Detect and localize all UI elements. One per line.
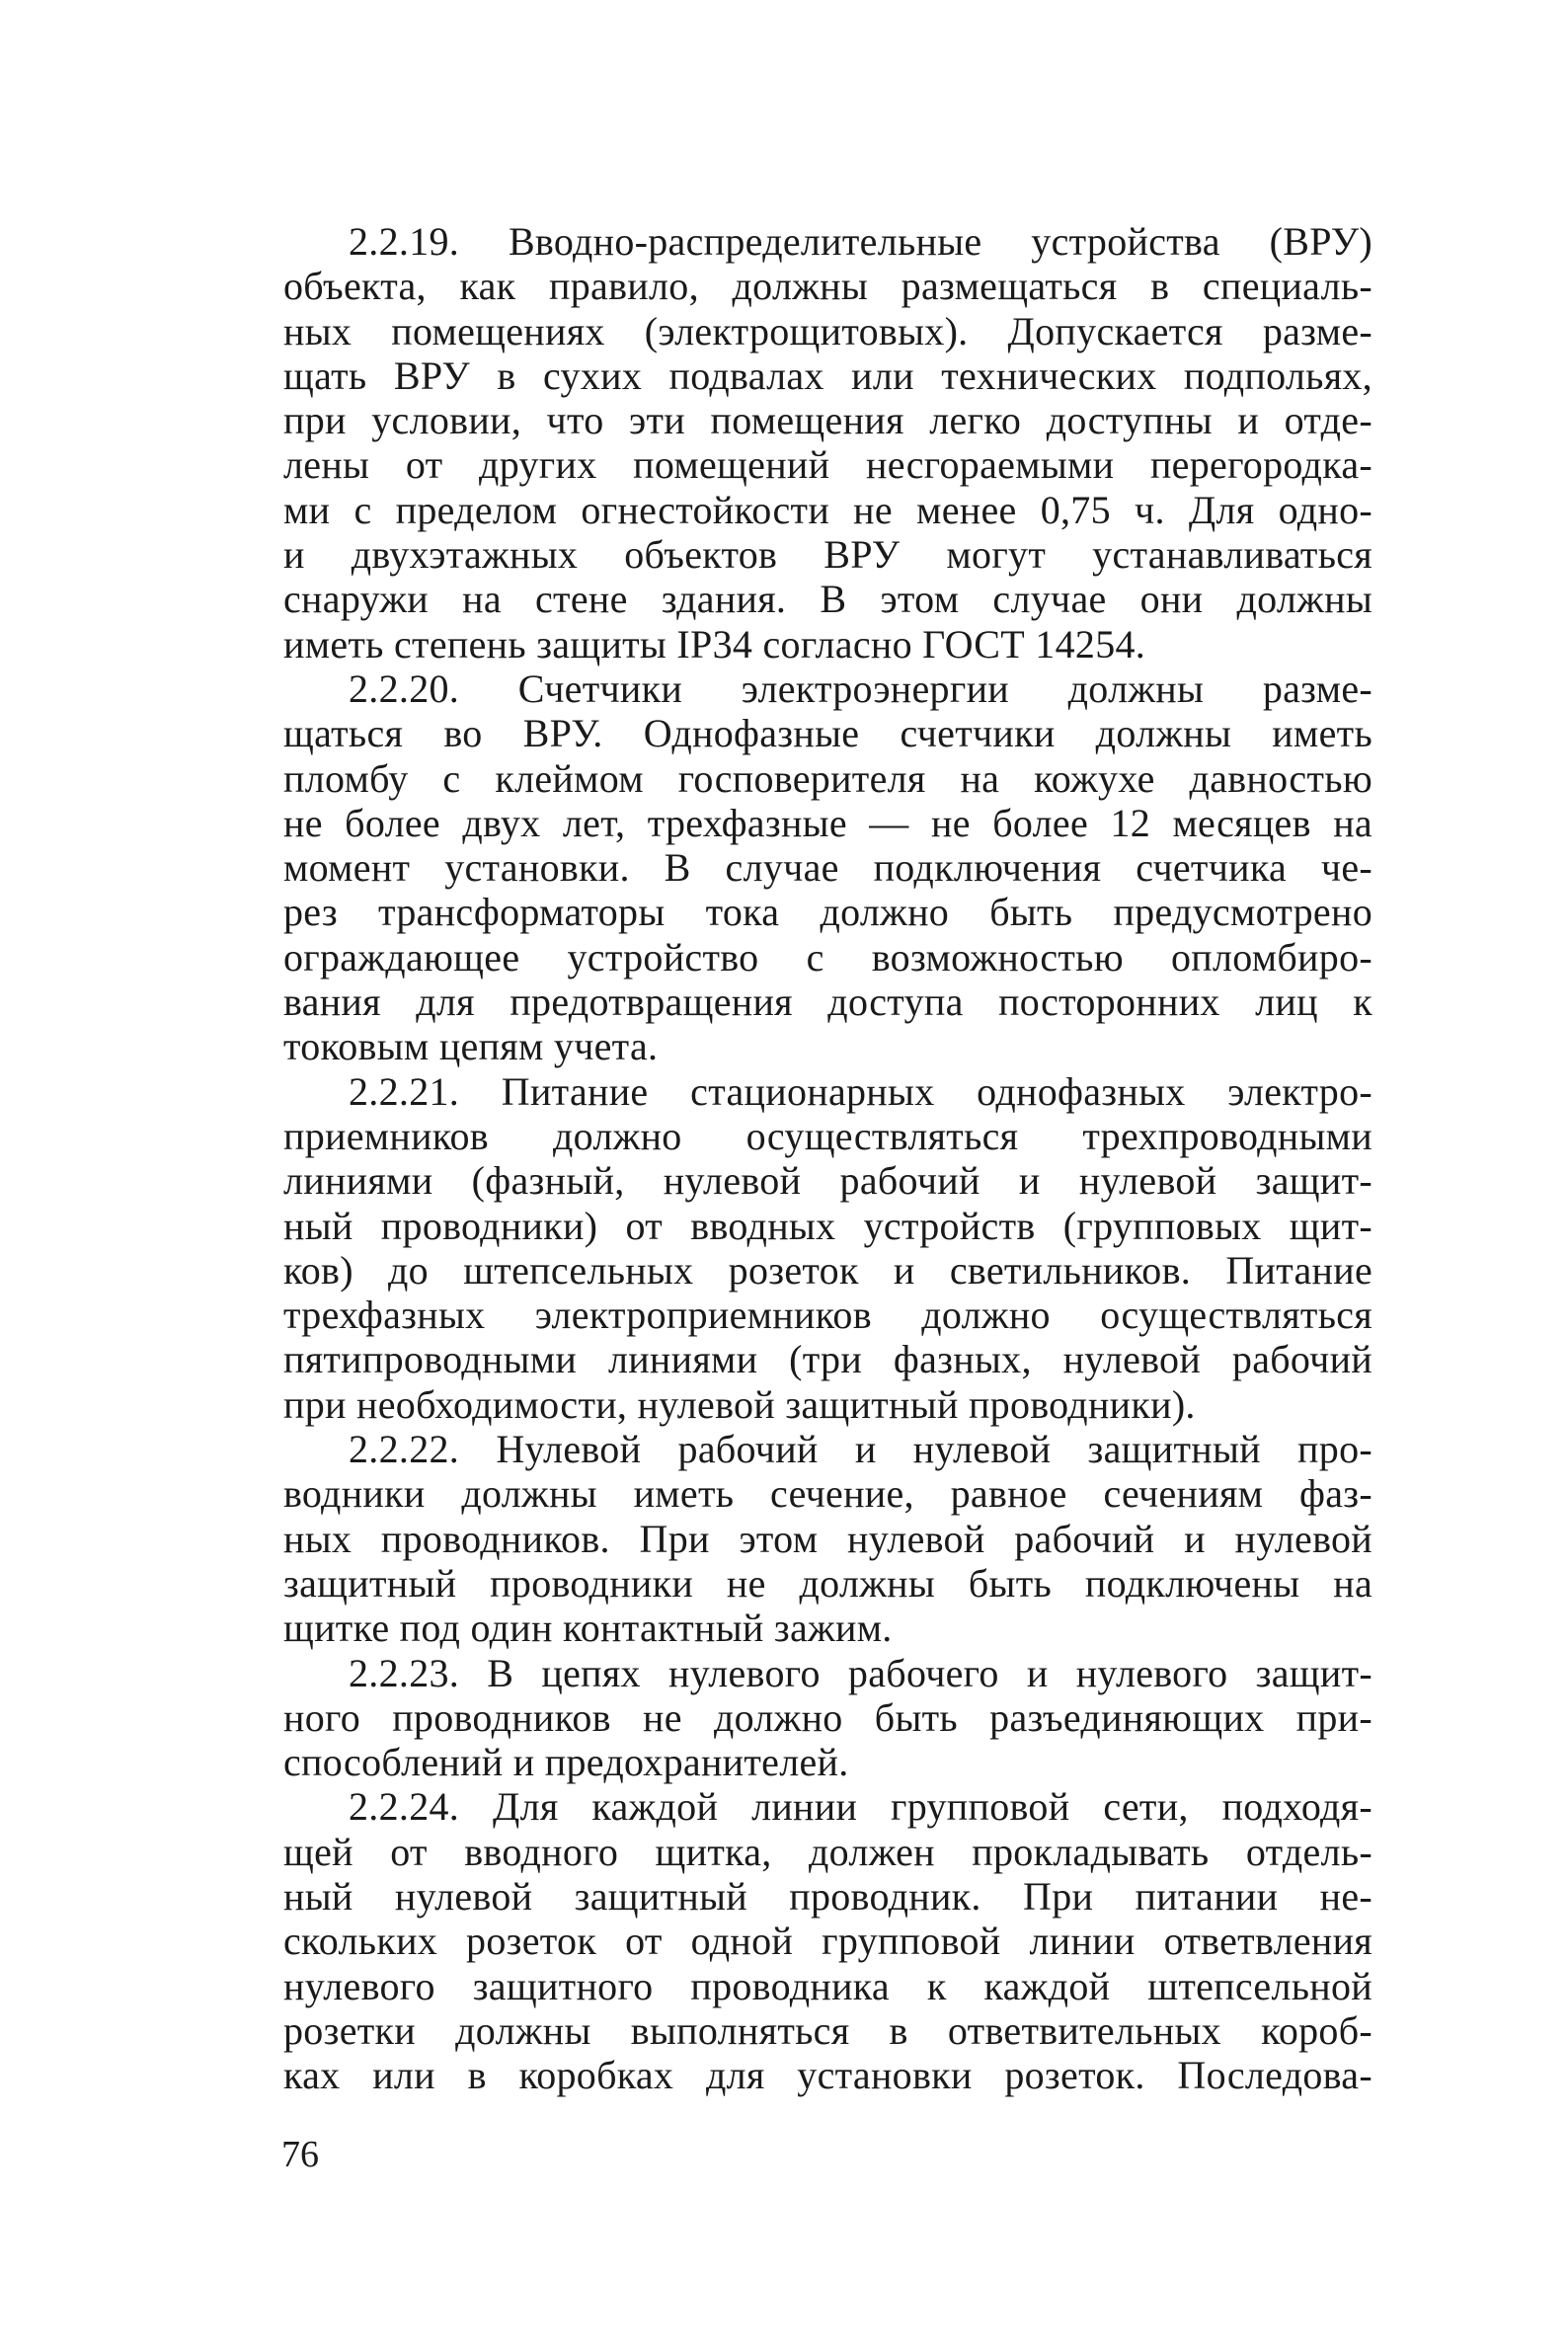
text-line: иметь степень защиты IP34 согласно ГОСТ 14254. [283, 621, 1146, 666]
text-line: приемников должно осуществляться трехпроводными [283, 1113, 1372, 1158]
text-line: не более двух лет, трехфазные — не более 12 месяцев на [283, 800, 1372, 845]
text-line: водники должны иметь сечение, равное сечениям фаз- [283, 1471, 1372, 1517]
text-line: ков) до штепсельных розеток и светильников. Питание [283, 1247, 1372, 1293]
text-line: пломбу с клеймом госповерителя на кожухе давностью [283, 755, 1372, 801]
paragraph-first-line: 2.2.22. Нулевой рабочий и нулевой защитный про- [349, 1427, 1372, 1472]
text-line: пятипроводными линиями (три фазных, нулевой рабочий [283, 1337, 1372, 1382]
paragraph-first-line: 2.2.21. Питание стационарных однофазных электро- [349, 1068, 1372, 1114]
text-line: способлений и предохранителей. [283, 1740, 849, 1785]
text-line: щать ВРУ в сухих подвалах или технических подпольях, [283, 353, 1372, 398]
text-line: нулевого защитного проводника к каждой штепсельной [283, 1963, 1372, 2008]
text-line: рез трансформаторы тока должно быть предусмотрено [283, 890, 1372, 935]
paragraph-first-line: 2.2.19. Вводно-распределительные устройства (ВРУ) [349, 219, 1372, 264]
text-line: момент установки. В случае подключения счетчика че- [283, 845, 1372, 891]
body-text [283, 219, 1372, 2097]
text-line: при условии, что эти помещения легко доступны и отде- [283, 398, 1372, 443]
text-line: и двухэтажных объектов ВРУ могут устанавливаться [283, 532, 1372, 578]
text-line: трехфазных электроприемников должно осуществляться [283, 1293, 1372, 1338]
text-line: токовым цепям учета. [283, 1024, 659, 1069]
text-line: щитке под один контактный зажим. [283, 1606, 893, 1651]
text-line: ми с пределом огнестойкости не менее 0,75 ч. Для одно- [283, 487, 1372, 532]
text-line: объекта, как правило, должны размещаться в специаль- [283, 264, 1372, 309]
text-line: щей от вводного щитка, должен прокладывать отдель- [283, 1829, 1372, 1874]
text-line: лены от других помещений несгораемыми перегородка- [283, 442, 1372, 488]
text-line: снаружи на стене здания. В этом случае они должны [283, 577, 1372, 622]
paragraph-first-line: 2.2.20. Счетчики электроэнергии должны разме- [349, 666, 1372, 711]
text-line: ный проводники) от вводных устройств (групповых щит- [283, 1203, 1372, 1248]
text-line: ограждающее устройство с возможностью опломбиро- [283, 934, 1372, 980]
paragraph-first-line: 2.2.23. В цепях нулевого рабочего и нулевого защит- [349, 1650, 1372, 1695]
text-line: ных проводников. При этом нулевой рабочий и нулевой [283, 1516, 1372, 1561]
text-line: ного проводников не должно быть разъединяющих при- [283, 1694, 1372, 1740]
paragraph-first-line: 2.2.24. Для каждой линии групповой сети, подходя- [349, 1784, 1372, 1830]
text-line: при необходимости, нулевой защитный проводники). [283, 1381, 1196, 1427]
text-line: скольких розеток от одной групповой линии ответвления [283, 1919, 1372, 1964]
text-line: ках или в коробках для установки розеток. Последова- [283, 2053, 1372, 2098]
text-line: ный нулевой защитный проводник. При питании не- [283, 1873, 1372, 1919]
text-line: линиями (фазный, нулевой рабочий и нулевой защит- [283, 1158, 1372, 1204]
page-number: 76 [281, 2134, 319, 2175]
text-line: щаться во ВРУ. Однофазные счетчики должны иметь [283, 711, 1372, 756]
text-line: розетки должны выполняться в ответвительных короб- [283, 2007, 1372, 2053]
text-line: вания для предотвращения доступа посторонних лиц к [283, 980, 1372, 1025]
text-line: ных помещениях (электрощитовых). Допускается разме- [283, 308, 1372, 353]
text-line: защитный проводники не должны быть подключены на [283, 1560, 1372, 1606]
